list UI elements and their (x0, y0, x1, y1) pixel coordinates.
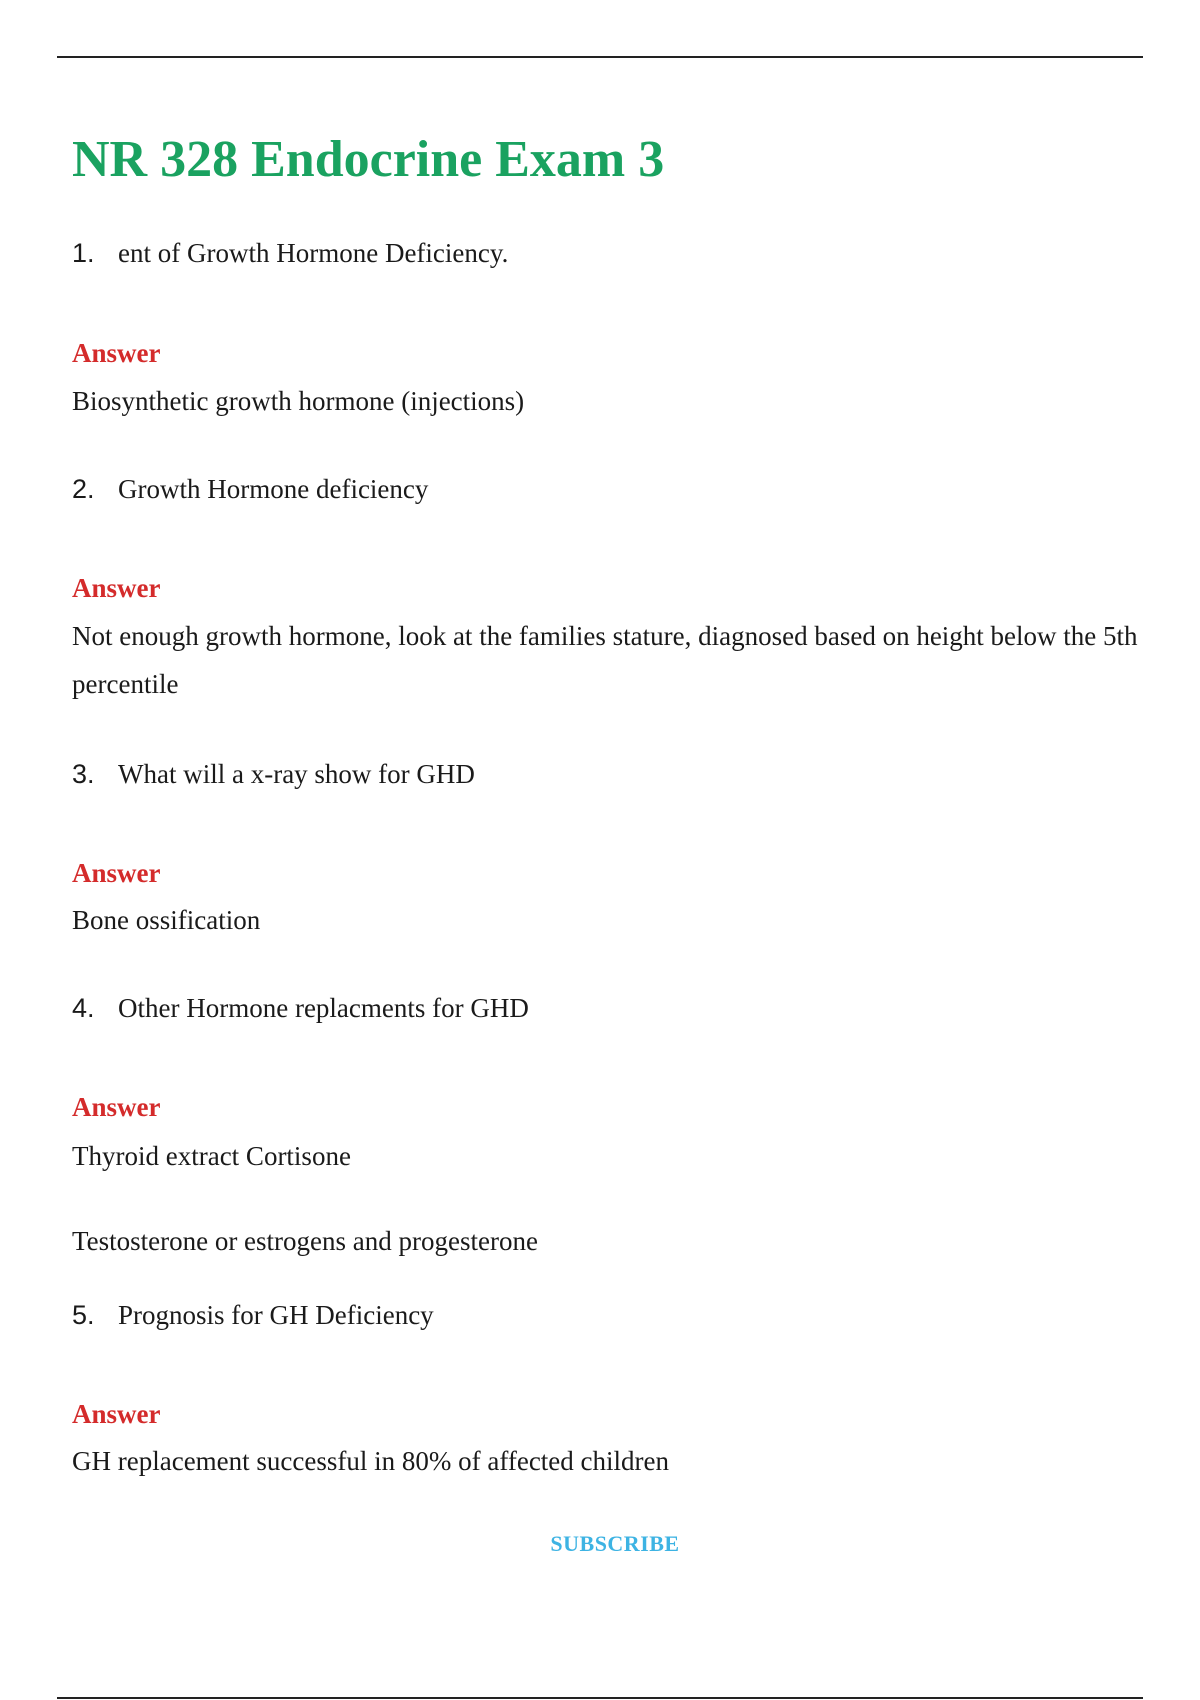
answer-label: Answer (72, 858, 161, 888)
question-1 (72, 240, 508, 267)
answer-text: Biosynthetic growth hormone (injections) (72, 386, 525, 416)
question-number: 1. (72, 238, 95, 268)
question-number: 3. (72, 759, 95, 789)
top-rule (57, 56, 1143, 58)
answer-text: Not enough growth hormone, look at the families stature, diagnosed based on height below the 5th percentile (72, 621, 1138, 699)
answer-text-extra: Testosterone or estrogens and progesterone (72, 1226, 538, 1256)
answer-label: Answer (72, 573, 161, 603)
answer-label: Answer (72, 1399, 161, 1429)
answer-label: Answer (72, 1092, 161, 1122)
question-4 (72, 995, 529, 1022)
bottom-rule (57, 1697, 1143, 1699)
answer-text: Thyroid extract Cortisone (72, 1141, 351, 1171)
question-text: ent of Growth Hormone Deficiency. (118, 238, 509, 268)
question-number: 4. (72, 993, 95, 1023)
answer-text: GH replacement successful in 80% of affected children (72, 1446, 670, 1476)
subscribe-link[interactable]: SUBSCRIBE (550, 1531, 680, 1556)
question-5 (72, 1302, 434, 1329)
question-3 (72, 761, 475, 788)
question-number: 5. (72, 1300, 95, 1330)
question-text: Growth Hormone deficiency (118, 474, 429, 504)
answer-text: Bone ossification (72, 905, 261, 935)
question-number: 2. (72, 474, 95, 504)
question-text: Prognosis for GH Deficiency (118, 1300, 434, 1330)
answer-label: Answer (72, 338, 161, 368)
question-2 (72, 476, 428, 503)
page-title: NR 328 Endocrine Exam 3 (72, 131, 665, 188)
question-text: Other Hormone replacments for GHD (118, 993, 529, 1023)
question-text: What will a x-ray show for GHD (118, 759, 475, 789)
